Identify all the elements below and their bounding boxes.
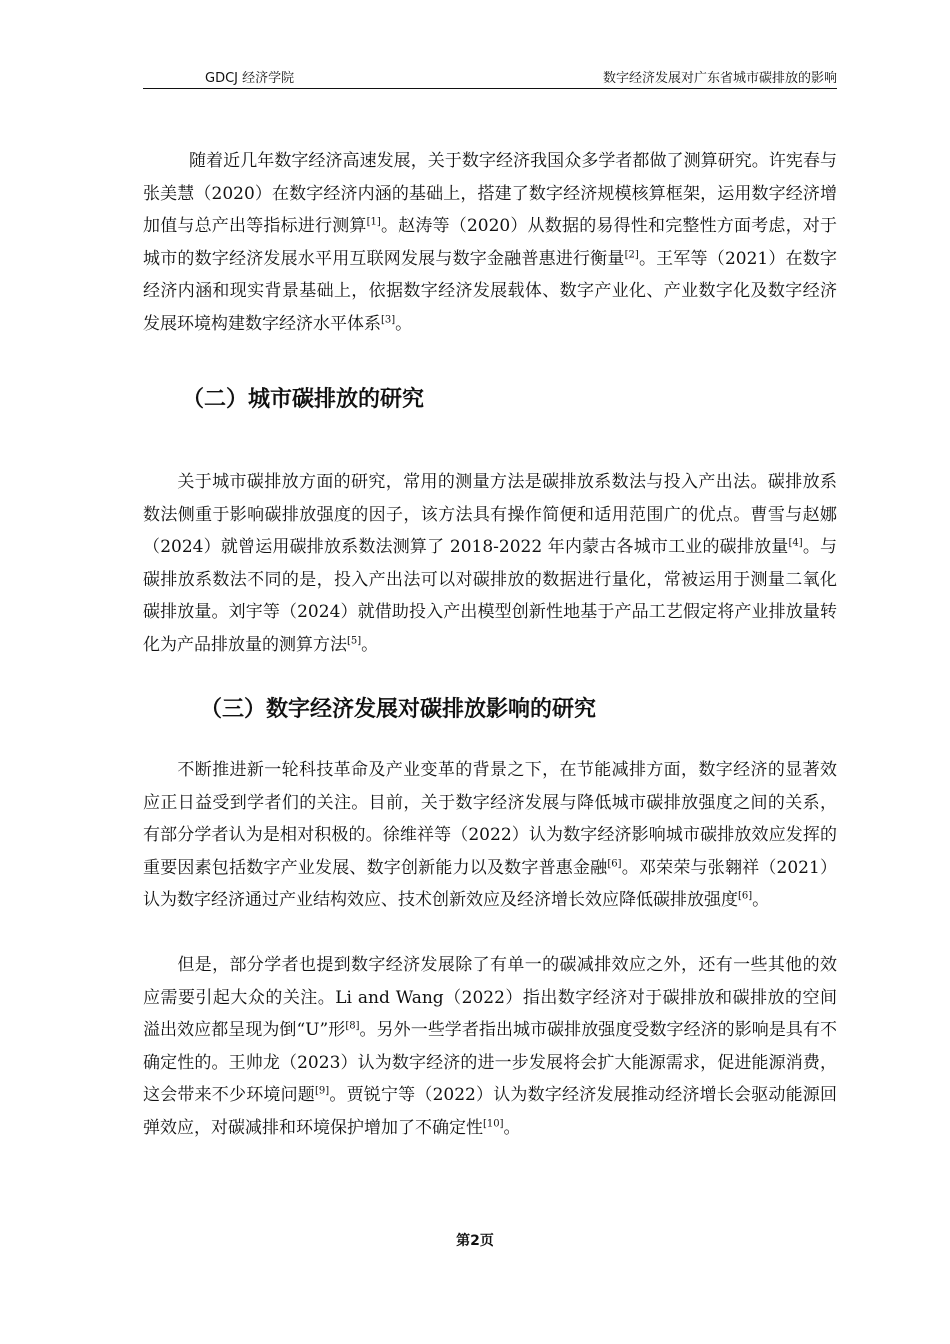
citation-8[interactable]: [8] bbox=[345, 1020, 360, 1032]
para4-text-2: 。另外一些学者指出城市碳排放强度受数字经济的影响是具有不确定性的。王帅龙（2023）认为数字经济的进一步发展将会扩大能源需求，促进能源消费，这会带来不少环境问题 bbox=[143, 1020, 837, 1105]
paragraph-uncertain-effects bbox=[143, 949, 837, 1144]
para4-text-1: 但是，部分学者也提到数字经济发展除了有单一的碳减排效应之外，还有一些其他的效应需要引起大众的关注。Li and Wang（2022）指出数字经济对于碳排放和碳排放的空间溢出效应都呈现为倒“U”形 bbox=[143, 955, 837, 1040]
para3-text-1: 不断推进新一轮科技革命及产业变革的背景之下，在节能减排方面，数字经济的显著效应正日益受到学者们的关注。目前，关于数字经济发展与降低城市碳排放强度之间的关系，有部分学者认为是相对积极的。徐维祥等（2022）认为数字经济影响城市碳排放效应发挥的重要因素包括数字产业发展、数字创新能力以及数字普惠金融 bbox=[143, 760, 837, 878]
para2-text-1: 关于城市碳排放方面的研究，常用的测量方法是碳排放系数法与投入产出法。碳排放系数法侧重于影响碳排放强度的因子，该方法具有操作简便和适用范围广的优点。曹雪与赵娜（2024）就曾运用碳排放系数法测算了 2018-2022 年内蒙古各城市工业的碳排放量 bbox=[143, 472, 837, 557]
citation-10[interactable]: [10] bbox=[483, 1117, 504, 1129]
page-header bbox=[143, 64, 837, 89]
citation-2[interactable]: [2] bbox=[624, 248, 639, 260]
section-heading-2: （二）城市碳排放的研究 bbox=[182, 387, 425, 412]
paragraph-digital-economy-impact bbox=[143, 754, 837, 917]
para1-text-4: 。 bbox=[395, 313, 413, 334]
page-number: 第2页 bbox=[456, 1233, 494, 1249]
citation-1[interactable]: [1] bbox=[366, 216, 381, 228]
header-institution: GDCJ 经济学院 bbox=[205, 71, 295, 86]
citation-4[interactable]: [4] bbox=[788, 537, 803, 549]
para3-text-2: 。邓荣荣与张翱祥（2021）认为数字经济通过产业结构效应、技术创新效应及经济增长效应降低碳排放强度 bbox=[143, 857, 837, 910]
para3-text-3: 。 bbox=[752, 890, 770, 910]
paragraph-digital-economy-measurement bbox=[143, 145, 837, 340]
para1-text-3: 。王军等（2021）在数字经济内涵和现实背景基础上，依据数字经济发展载体、数字产业化、产业数字化及数字经济发展环境构建数字经济水平体系 bbox=[143, 248, 838, 334]
citation-9[interactable]: [9] bbox=[315, 1085, 330, 1097]
citation-6a[interactable]: [6] bbox=[607, 857, 622, 869]
para1-text-1: 随着近几年数字经济高速发展，关于数字经济我国众多学者都做了测算研究。许宪春与张美慧（2020）在数字经济内涵的基础上，搭建了数字经济规模核算框架，运用数字经济增加值与总产出等指标进行测算 bbox=[143, 151, 837, 236]
para1-text-2: 。赵涛等（2020）从数据的易得性和完整性方面考虑，对于城市的数字经济发展水平用互联网发展与数字金融普惠进行衡量 bbox=[143, 216, 838, 269]
para4-text-3: 。贾锐宁等（2022）认为数字经济发展推动经济增长会驱动能源回弹效应，对碳减排和环境保护增加了不确定性 bbox=[143, 1085, 838, 1138]
citation-3[interactable]: [3] bbox=[381, 313, 396, 325]
section-heading-3: （三）数字经济发展对碳排放影响的研究 bbox=[200, 697, 597, 722]
paragraph-city-carbon-emission bbox=[143, 466, 837, 661]
para2-text-3: 。 bbox=[361, 634, 379, 655]
header-title: 数字经济发展对广东省城市碳排放的影响 bbox=[602, 71, 837, 86]
para4-text-4: 。 bbox=[503, 1117, 521, 1138]
citation-6b[interactable]: [6] bbox=[738, 890, 753, 902]
citation-5[interactable]: [5] bbox=[347, 634, 362, 646]
para2-text-2: 。与碳排放系数法不同的是，投入产出法可以对碳排放的数据进行量化，常被运用于测量二氧化碳排放量。刘宇等（2024）就借助投入产出模型创新性地基于产品工艺假定将产业排放量转化为产品排放量的测算方法 bbox=[143, 537, 838, 655]
